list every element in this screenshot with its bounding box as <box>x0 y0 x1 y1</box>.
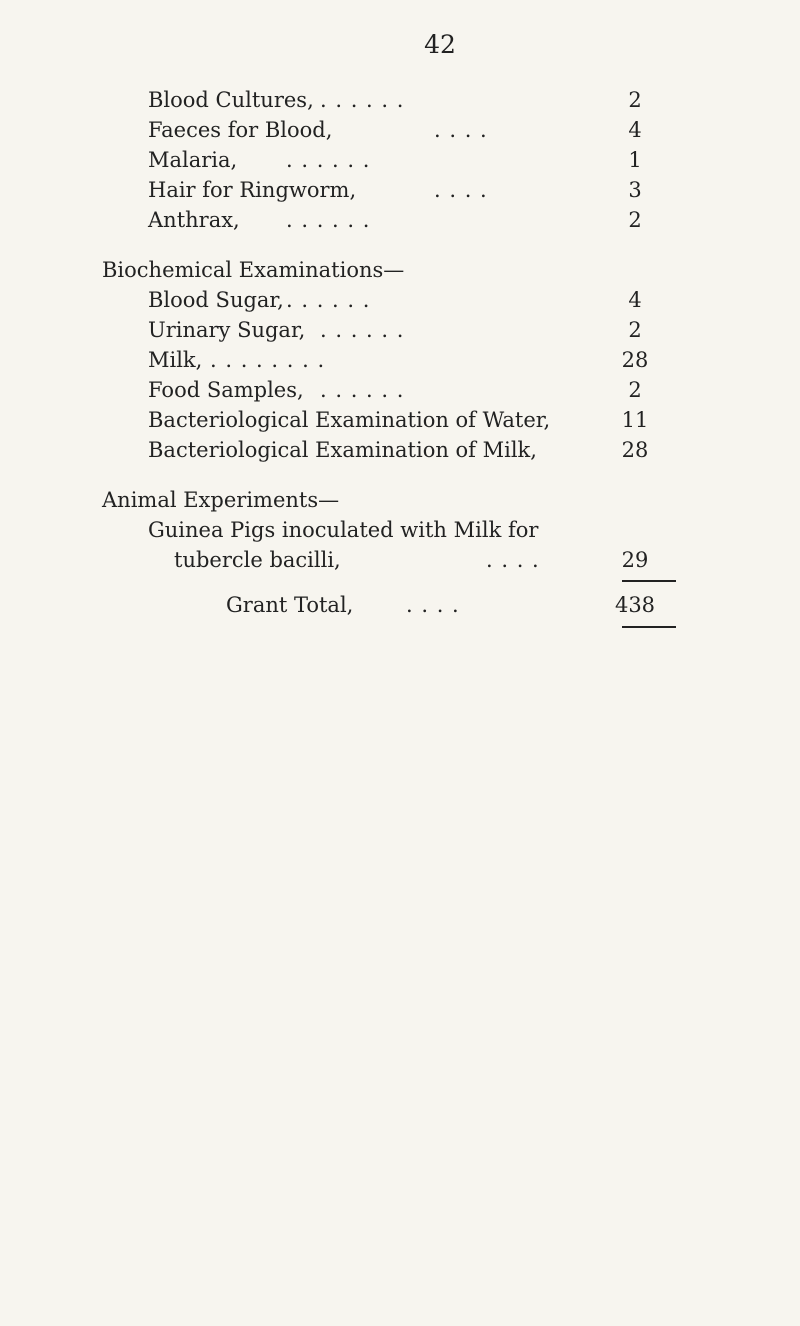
item-value: 2 <box>628 208 642 232</box>
item-label: Bacteriological Examination of Water, <box>148 408 551 432</box>
dot-leaders: . . . . . . <box>286 148 371 172</box>
item-value: 3 <box>628 178 642 202</box>
item-label: Hair for Ringworm, <box>148 178 357 202</box>
list-item <box>148 115 708 145</box>
section-heading-biochemical: Biochemical Examinations— <box>102 258 405 282</box>
page-number: 42 <box>424 30 456 59</box>
list-item <box>148 145 708 175</box>
list-item <box>174 545 708 575</box>
total-rule-bottom <box>622 626 676 628</box>
item-label: Blood Cultures, <box>148 88 314 112</box>
dot-leaders: . . . . . . . . <box>210 348 326 372</box>
item-value: 4 <box>628 288 642 312</box>
animal-item-line-1: Guinea Pigs inoculated with Milk for <box>148 518 539 542</box>
section-heading-animal: Animal Experiments— <box>102 488 340 512</box>
list-item <box>148 405 708 435</box>
list-item <box>148 345 708 375</box>
item-value: 1 <box>628 148 642 172</box>
item-value: 11 <box>621 408 649 432</box>
item-label: Urinary Sugar, <box>148 318 306 342</box>
dot-leaders: . . . . . . <box>286 208 371 232</box>
dot-leaders: . . . . . . <box>320 88 405 112</box>
item-value: 29 <box>621 548 649 572</box>
list-item <box>148 375 708 405</box>
list-item <box>148 85 708 115</box>
item-label: Anthrax, <box>148 208 240 232</box>
dot-leaders: . . . . <box>406 593 460 617</box>
item-value: 2 <box>628 318 642 342</box>
item-value: 4 <box>628 118 642 142</box>
item-label: Bacteriological Examination of Milk, <box>148 438 537 462</box>
list-item <box>148 435 708 465</box>
list-item <box>148 175 708 205</box>
dot-leaders: . . . . . . <box>320 318 405 342</box>
item-label: Malaria, <box>148 148 238 172</box>
item-value: 28 <box>621 438 649 462</box>
list-item <box>148 205 708 235</box>
item-label: Milk, <box>148 348 203 372</box>
item-label: Blood Sugar, <box>148 288 284 312</box>
item-value: 2 <box>628 88 642 112</box>
list-item <box>148 285 708 315</box>
item-value: 2 <box>628 378 642 402</box>
grand-total-value: 438 <box>614 593 656 617</box>
dot-leaders: . . . . <box>434 178 488 202</box>
item-label: tubercle bacilli, <box>174 548 341 572</box>
dot-leaders: . . . . . . <box>320 378 405 402</box>
item-value: 28 <box>621 348 649 372</box>
grand-total-row <box>226 590 708 620</box>
item-label: Food Samples, <box>148 378 304 402</box>
grand-total-label: Grant Total, <box>226 593 354 617</box>
dot-leaders: . . . . <box>434 118 488 142</box>
dot-leaders: . . . . <box>486 548 540 572</box>
list-item <box>148 315 708 345</box>
total-rule-top <box>622 580 676 582</box>
dot-leaders: . . . . . . <box>286 288 371 312</box>
item-label: Faeces for Blood, <box>148 118 333 142</box>
